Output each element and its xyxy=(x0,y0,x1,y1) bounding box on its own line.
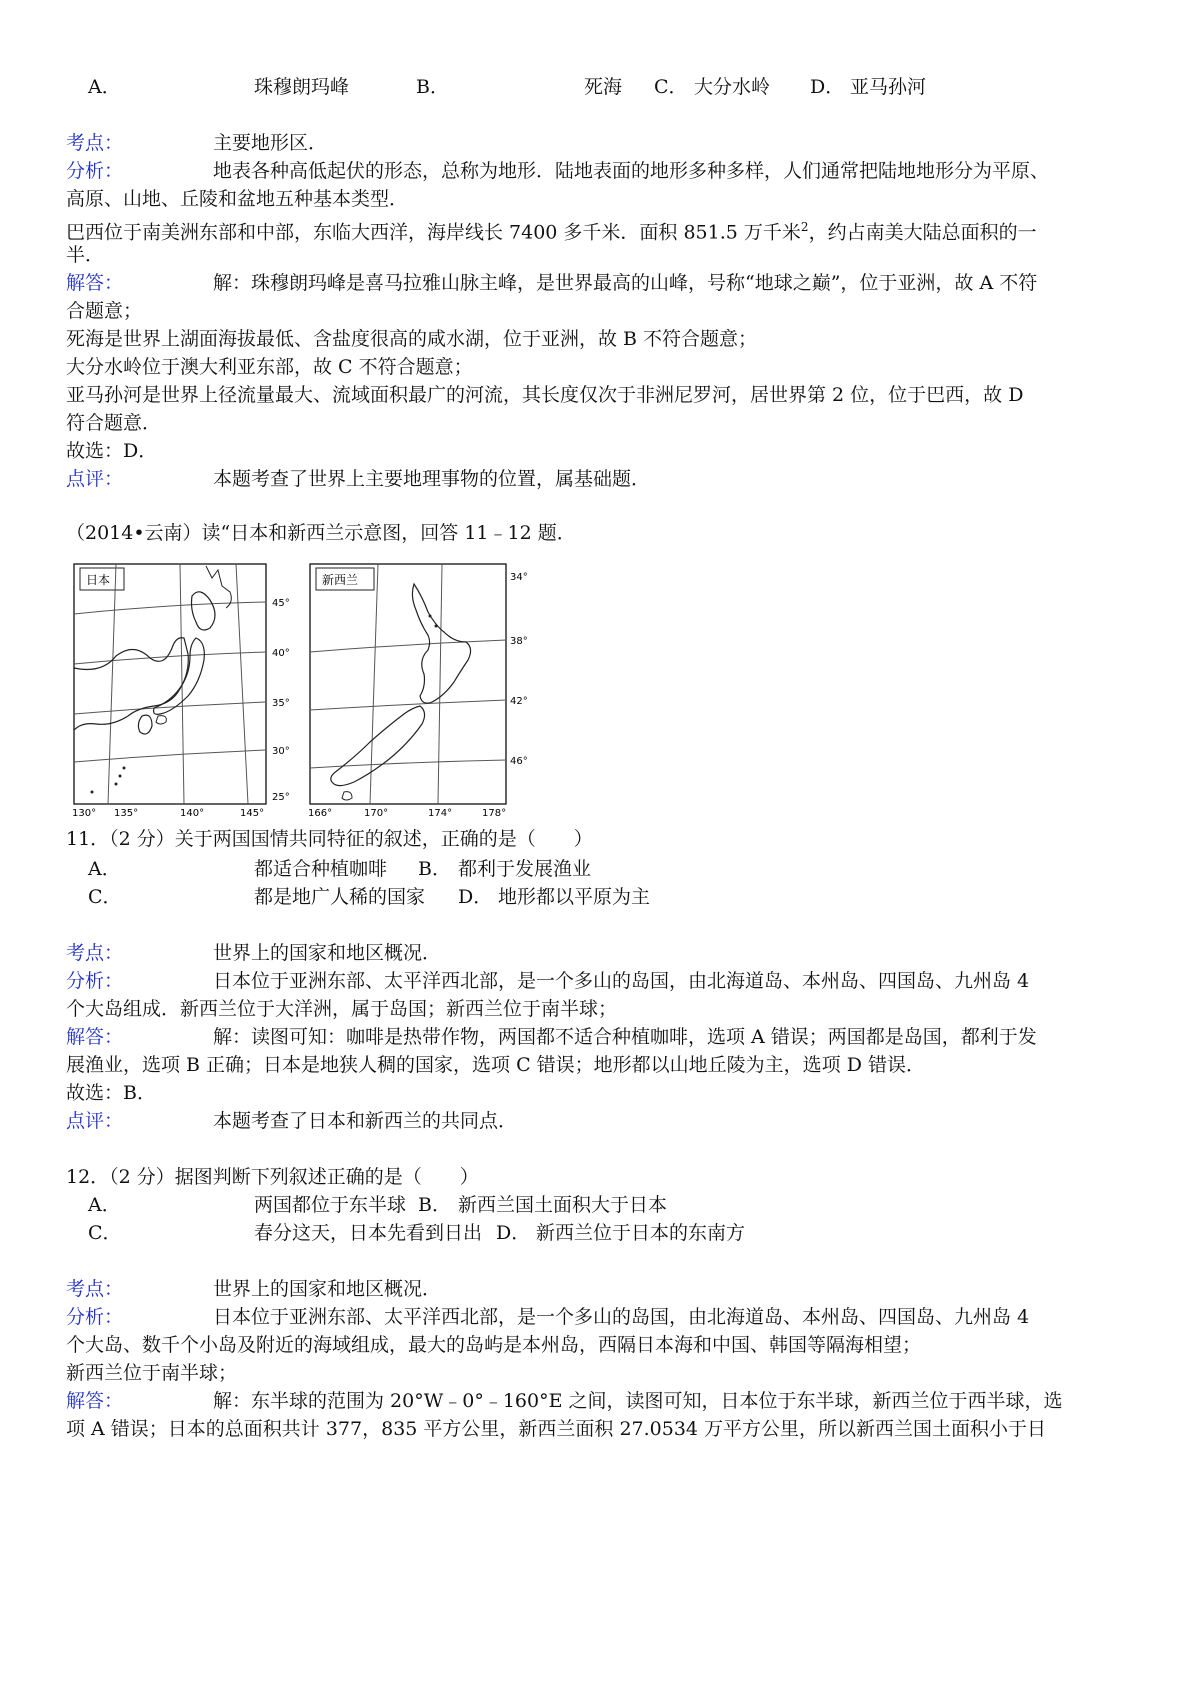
q10-fenxi-line-4: 半． xyxy=(66,244,105,266)
japan-map-frame xyxy=(74,564,266,804)
japan-lat-label-40: 40° xyxy=(272,648,290,659)
q10-kaodian-line xyxy=(66,128,327,158)
q11-fenxi-line-1 xyxy=(66,966,1029,996)
q10-jieda-text-1: 解：珠穆朗玛峰是喜马拉雅山脉主峰，是世界最高的山峰，号称“地球之巅”，位于亚洲，故 A 不符 xyxy=(213,272,1038,294)
q11-option-d-text: 地形都以平原为主 xyxy=(498,886,651,908)
q10-option-d-text: 亚马孙河 xyxy=(850,76,927,98)
nz-lon-label-170: 170° xyxy=(364,808,389,818)
q12-jieda-text-1: 解：东半球的范围为 20°W﹣0°﹣160°E 之间，读图可知，日本位于东半球，新西兰位于西半球，选 xyxy=(213,1390,1063,1412)
q10-option-c-text: 大分水岭 xyxy=(694,76,771,98)
q12-stem: 12．（2 分）据图判断下列叙述正确的是（ ） xyxy=(66,1166,479,1188)
japan-lon-label-140: 140° xyxy=(180,808,205,818)
fenxi-label: 分析： xyxy=(66,1306,124,1328)
stewart-island-outline xyxy=(342,792,352,800)
q10-fenxi-text-3a: 巴西位于南美洲东部和中部，东临大西洋，海岸线长 7400 多千米．面积 851.5 万千米 xyxy=(66,221,801,244)
q10-jieda-line-6: 符合题意． xyxy=(66,412,162,434)
honshu-outline xyxy=(154,638,205,714)
jieda-label: 解答： xyxy=(66,272,124,294)
q10-jieda-line-5: 亚马孙河是世界上径流量最大、流域面积最广的河流，其长度仅次于非洲尼罗河，居世界第 2 位，位于巴西，故 D xyxy=(66,384,1024,406)
nz-lat-label-46: 46° xyxy=(510,756,528,767)
jieda-label: 解答： xyxy=(66,1026,124,1048)
q11-option-b-text: 都利于发展渔业 xyxy=(458,858,592,880)
q10-dianping-line xyxy=(66,464,650,494)
nz-map-title: 新西兰 xyxy=(322,573,359,587)
ryukyu-islands-1 xyxy=(123,767,126,770)
kaodian-label: 考点： xyxy=(66,942,124,964)
q12-option-b-text: 新西兰国土面积大于日本 xyxy=(458,1194,668,1216)
nz-lat-label-34: 34° xyxy=(510,572,528,583)
japan-lon-label-145: 145° xyxy=(240,808,265,818)
fenxi-label: 分析： xyxy=(66,970,124,992)
q12-option-a-text: 两国都位于东半球 xyxy=(254,1194,407,1216)
shikoku-outline xyxy=(156,716,166,724)
kyushu-outline xyxy=(138,715,152,734)
japan-lon-line-145 xyxy=(236,564,248,804)
q10-jieda-line-2: 合题意； xyxy=(66,300,143,322)
q12-option-d-letter: D． xyxy=(496,1222,531,1244)
q10-kaodian-text: 主要地形区． xyxy=(213,132,328,154)
jieda-label: 解答： xyxy=(66,1390,124,1412)
q12-option-b-letter: B． xyxy=(418,1194,451,1216)
japan-lat-line-40 xyxy=(74,652,266,664)
q10-option-b-text: 死海 xyxy=(584,76,623,98)
q11-fenxi-text-1: 日本位于亚洲东部、太平洋西北部，是一个多山的岛国，由北海道岛、本州岛、四国岛、九州岛 4 xyxy=(213,970,1030,992)
q10-fenxi-text-1: 地表各种高低起伏的形态，总称为地形．陆地表面的地形多种多样，人们通常把陆地地形分为平原、 xyxy=(213,160,1050,182)
q10-fenxi-line-1 xyxy=(66,156,1049,186)
ryukyu-islands-3 xyxy=(115,783,118,786)
nz-lon-label-174: 174° xyxy=(428,808,453,818)
q12-fenxi-line-1 xyxy=(66,1302,1029,1332)
q10-jieda-line-3: 死海是世界上湖面海拔最低、含盐度很高的咸水湖，位于亚洲，故 B 不符合题意； xyxy=(66,328,758,350)
q10-option-b-letter: B． xyxy=(416,76,449,98)
q10-jieda-line-1 xyxy=(66,268,1037,298)
q11-jieda-line-1 xyxy=(66,1022,1037,1052)
q11-option-d-letter: D． xyxy=(458,886,493,908)
q11-12-intro: （2014•云南）读“日本和新西兰示意图，回答 11﹣12 题． xyxy=(66,522,576,544)
q11-jieda-line-2: 展渔业，选项 B 正确；日本是地狭人稠的国家，选项 C 错误；地形都以山地丘陵为主，选项 D 错误． xyxy=(66,1054,925,1076)
q11-kaodian-text: 世界上的国家和地区概况． xyxy=(213,942,442,964)
japan-map-title: 日本 xyxy=(86,573,111,587)
q11-option-c-letter: C． xyxy=(88,886,122,908)
q11-option-c-text: 都是地广人稀的国家 xyxy=(254,886,426,908)
japan-lat-line-45 xyxy=(74,602,266,614)
q11-kaodian-line xyxy=(66,938,441,968)
q12-option-c-text: 春分这天，日本先看到日出 xyxy=(254,1222,483,1244)
nz-lat-line-46 xyxy=(310,760,506,768)
q12-option-c-letter: C． xyxy=(88,1222,122,1244)
japan-map-svg xyxy=(72,556,333,818)
ryukyu-islands-2 xyxy=(119,775,122,778)
q12-option-a-letter: A． xyxy=(88,1194,121,1216)
japan-lon-label-130: 130° xyxy=(72,808,97,818)
nz-island-dot-2 xyxy=(435,625,438,628)
nz-lon-label-166: 166° xyxy=(308,808,333,818)
q10-fenxi-superscript: 2 xyxy=(800,220,809,234)
q12-fenxi-line-3: 新西兰位于南半球； xyxy=(66,1362,238,1384)
q11-option-a-letter: A． xyxy=(88,858,121,880)
q12-fenxi-text-1: 日本位于亚洲东部、太平洋西北部，是一个多山的岛国，由北海道岛、本州岛、四国岛、九州岛 4 xyxy=(213,1306,1030,1328)
q10-option-a-text: 珠穆朗玛峰 xyxy=(254,76,350,98)
dianping-label: 点评： xyxy=(66,468,124,490)
q11-answer-line: 故选：B． xyxy=(66,1082,156,1104)
q10-dianping-text: 本题考查了世界上主要地理事物的位置，属基础题． xyxy=(213,468,651,490)
q11-option-b-letter: B． xyxy=(418,858,451,880)
sakhalin-outline xyxy=(206,566,231,608)
japan-lon-label-135: 135° xyxy=(114,808,139,818)
q12-kaodian-line xyxy=(66,1274,441,1304)
kaodian-label: 考点： xyxy=(66,132,124,154)
nz-island-dot-1 xyxy=(429,615,432,618)
q11-fenxi-line-2: 个大岛组成．新西兰位于大洋洲，属于岛国；新西兰位于南半球； xyxy=(66,998,618,1020)
q10-option-c-letter: C． xyxy=(654,76,688,98)
dianping-label: 点评： xyxy=(66,1110,124,1132)
q12-option-d-text: 新西兰位于日本的东南方 xyxy=(536,1222,746,1244)
q11-jieda-text-1: 解：读图可知：咖啡是热带作物，两国都不适合种植咖啡，选项 A 错误；两国都是岛国，都利于发 xyxy=(213,1026,1037,1048)
ryukyu-islands-4 xyxy=(91,791,94,794)
japan-lat-label-45: 45° xyxy=(272,598,290,609)
q12-fenxi-line-2: 个大岛、数千个小岛及附近的海域组成，最大的岛屿是本州岛，西隔日本海和中国、韩国等隔海相望； xyxy=(66,1334,922,1356)
japan-map xyxy=(72,556,333,818)
japan-lat-line-30 xyxy=(74,750,266,762)
q11-stem: 11．（2 分）关于两国国情共同特征的叙述，正确的是（ ） xyxy=(66,828,593,850)
nz-map-frame xyxy=(310,564,506,804)
q10-jieda-line-4: 大分水岭位于澳大利亚东部，故 C 不符合题意； xyxy=(66,356,473,378)
q10-option-a-letter: A． xyxy=(88,76,121,98)
fenxi-label: 分析： xyxy=(66,160,124,182)
nz-lat-label-38: 38° xyxy=(510,636,528,647)
q10-fenxi-text-3b: ，约占南美大陆总面积的一 xyxy=(808,221,1037,244)
new-zealand-map-svg xyxy=(304,556,564,818)
q11-dianping-line xyxy=(66,1106,517,1136)
japan-lat-label-30: 30° xyxy=(272,746,290,757)
nz-lon-line-174 xyxy=(438,564,442,804)
japan-lat-label-35: 35° xyxy=(272,698,290,709)
kaodian-label: 考点： xyxy=(66,1278,124,1300)
new-zealand-map xyxy=(304,556,564,818)
nz-lat-line-42 xyxy=(310,700,506,710)
asia-coastline xyxy=(74,638,188,730)
nz-lat-label-42: 42° xyxy=(510,696,528,707)
q10-answer-line: 故选：D． xyxy=(66,440,158,462)
q12-kaodian-text: 世界上的国家和地区概况． xyxy=(213,1278,442,1300)
nz-lon-label-178: 178° xyxy=(482,808,507,818)
q11-dianping-text: 本题考查了日本和新西兰的共同点． xyxy=(213,1110,518,1132)
japan-lat-line-35 xyxy=(74,702,266,714)
q10-fenxi-line-2: 高原、山地、丘陵和盆地五种基本类型． xyxy=(66,188,409,210)
nz-lat-line-38 xyxy=(310,640,506,652)
q10-fenxi-line-3 xyxy=(66,212,1037,242)
japan-lat-label-25: 25° xyxy=(272,792,290,803)
nz-south-island-outline xyxy=(331,706,425,786)
japan-lon-line-135 xyxy=(108,564,116,804)
q12-jieda-line-1 xyxy=(66,1386,1063,1416)
q11-option-a-text: 都适合种植咖啡 xyxy=(254,858,388,880)
hokkaido-outline xyxy=(192,592,216,630)
q10-option-d-letter: D． xyxy=(810,76,845,98)
q12-jieda-line-2: 项 A 错误；日本的总面积共计 377，835 平方公里，新西兰面积 27.0534 万平方公里，所以新西兰国土面积小于日 xyxy=(66,1418,1047,1440)
